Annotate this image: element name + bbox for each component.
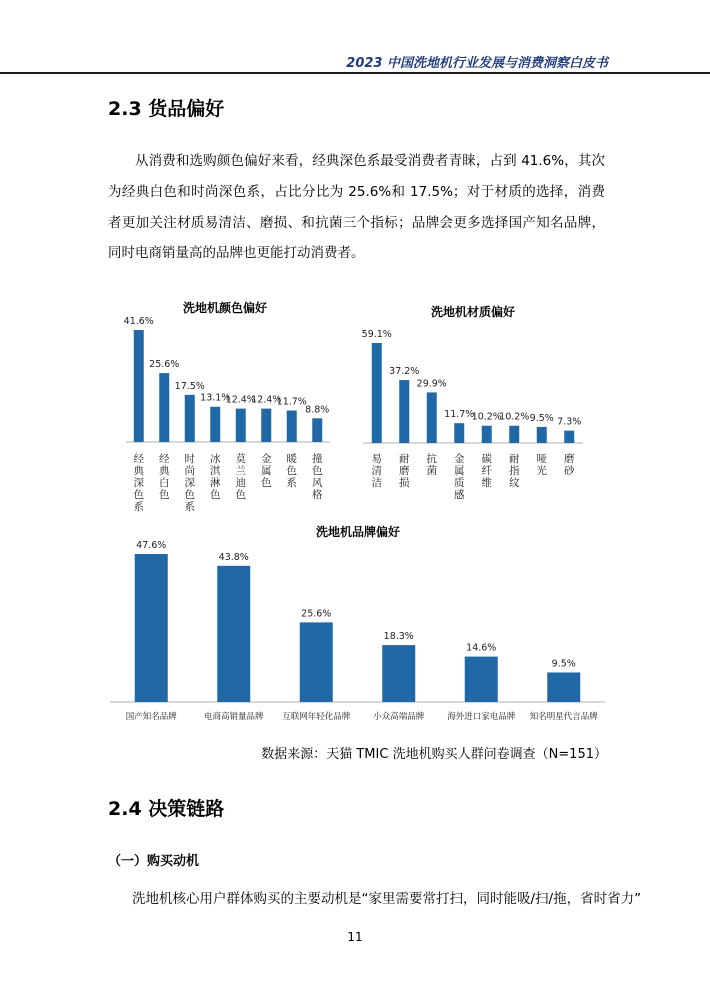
bar (372, 343, 382, 443)
bar (159, 373, 169, 442)
section-2-4-paragraph: 洗地机核心用户群体购买的主要动机是“家里需要常打扫，同时能吸/扫/拖，省时省力” (132, 891, 642, 907)
bar (537, 427, 547, 443)
data-label: 47.6% (136, 540, 167, 551)
data-label: 10.2% (499, 411, 530, 423)
chart-title: 洗地机品牌偏好 (315, 525, 401, 539)
bar (210, 407, 220, 442)
category-label: 磨砂 (564, 453, 575, 477)
category-label: 碳纤维 (481, 453, 492, 489)
bar (564, 431, 574, 443)
category-label: 易清洁 (371, 453, 382, 489)
category-label: 哑光 (536, 453, 547, 477)
data-label: 13.1% (200, 392, 231, 404)
header-rule (0, 72, 710, 74)
data-label: 43.8% (218, 551, 249, 563)
category-label: 海外进口家电品牌 (447, 712, 516, 722)
bar (287, 411, 297, 443)
bar (185, 395, 195, 442)
data-label: 7.3% (557, 416, 582, 428)
bar (312, 418, 322, 442)
category-label: 莫兰迪色 (235, 453, 246, 501)
category-label: 知名明星代言品牌 (529, 712, 598, 722)
category-label: 耐指纹 (509, 453, 520, 489)
category-label: 冰淇淋色 (210, 453, 221, 501)
bar (509, 426, 519, 443)
data-label: 59.1% (361, 329, 392, 340)
page-number: 11 (347, 930, 363, 944)
category-label: 国产知名品牌 (125, 712, 177, 722)
category-label: 金属质感 (454, 453, 465, 501)
data-label: 17.5% (174, 380, 205, 392)
category-label: 暖色系 (286, 453, 297, 489)
page-header-title: 2023 中国洗地机行业发展与消费洞察白皮书 (346, 56, 608, 71)
data-label: 12.4% (251, 394, 282, 406)
chart-title: 洗地机颜色偏好 (182, 301, 268, 315)
section-heading-2-4: 2.4 决策链路 (108, 798, 225, 820)
category-label: 耐磨损 (399, 453, 410, 489)
section-heading-2-3: 2.3 货品偏好 (108, 98, 225, 120)
subheading-purchase-motive: （一）购买动机 (108, 854, 200, 869)
data-label: 25.6% (301, 608, 332, 620)
category-label: 金属色 (261, 453, 272, 489)
color-preference-chart (110, 296, 340, 513)
category-label: 撞色风格 (312, 453, 323, 501)
bar (236, 409, 246, 442)
category-label: 经典深色系 (133, 453, 144, 513)
bar (217, 566, 250, 702)
data-label: 41.6% (123, 316, 154, 327)
data-label: 10.2% (471, 411, 502, 423)
data-label: 11.7% (444, 409, 475, 421)
bar (547, 672, 580, 702)
bar (261, 409, 271, 442)
bar (134, 330, 144, 442)
data-label: 25.6% (149, 359, 180, 371)
data-label: 14.6% (466, 642, 497, 654)
data-label: 37.2% (389, 366, 420, 378)
data-label: 11.7% (276, 396, 307, 408)
category-label: 经典白色 (159, 453, 170, 501)
bar (427, 392, 437, 443)
category-label: 电商高销量品牌 (203, 712, 264, 722)
bar (382, 645, 415, 702)
bar (135, 554, 168, 702)
data-source-note: 数据来源：天猫 TMIC 洗地机购买人群问卷调查（N=151） (261, 747, 607, 762)
category-label: 互联网年轻化品牌 (282, 712, 351, 722)
bar (465, 657, 498, 702)
bar (399, 380, 409, 443)
category-label: 时尚深色系 (184, 453, 195, 513)
material-preference-chart (355, 296, 595, 506)
category-label: 小众高端品牌 (373, 712, 425, 722)
data-label: 8.8% (305, 404, 330, 416)
bar (300, 622, 333, 702)
data-label: 18.3% (383, 631, 414, 643)
data-label: 9.5% (551, 658, 576, 670)
data-label: 9.5% (529, 412, 554, 424)
data-label: 12.4% (225, 394, 256, 406)
brand-preference-chart (110, 520, 605, 725)
bar (482, 426, 492, 443)
section-2-3-paragraph: 从消费和选购颜色偏好来看，经典深色系最受消费者青睐，占到 41.6%，其次为经典白色和时尚深色系，占比分比为 25.6%和 17.5%；对于材质的选择，消费者更加关注材质易清洁、磨损、和抗菌三个指标；品牌会更多选择国产知名品牌，同时电商销量高的品牌也更能打动消费者。 (108, 153, 605, 262)
chart-title: 洗地机材质偏好 (430, 305, 516, 319)
bar (454, 423, 464, 443)
data-label: 29.9% (416, 378, 447, 390)
category-label: 抗菌 (426, 453, 437, 477)
